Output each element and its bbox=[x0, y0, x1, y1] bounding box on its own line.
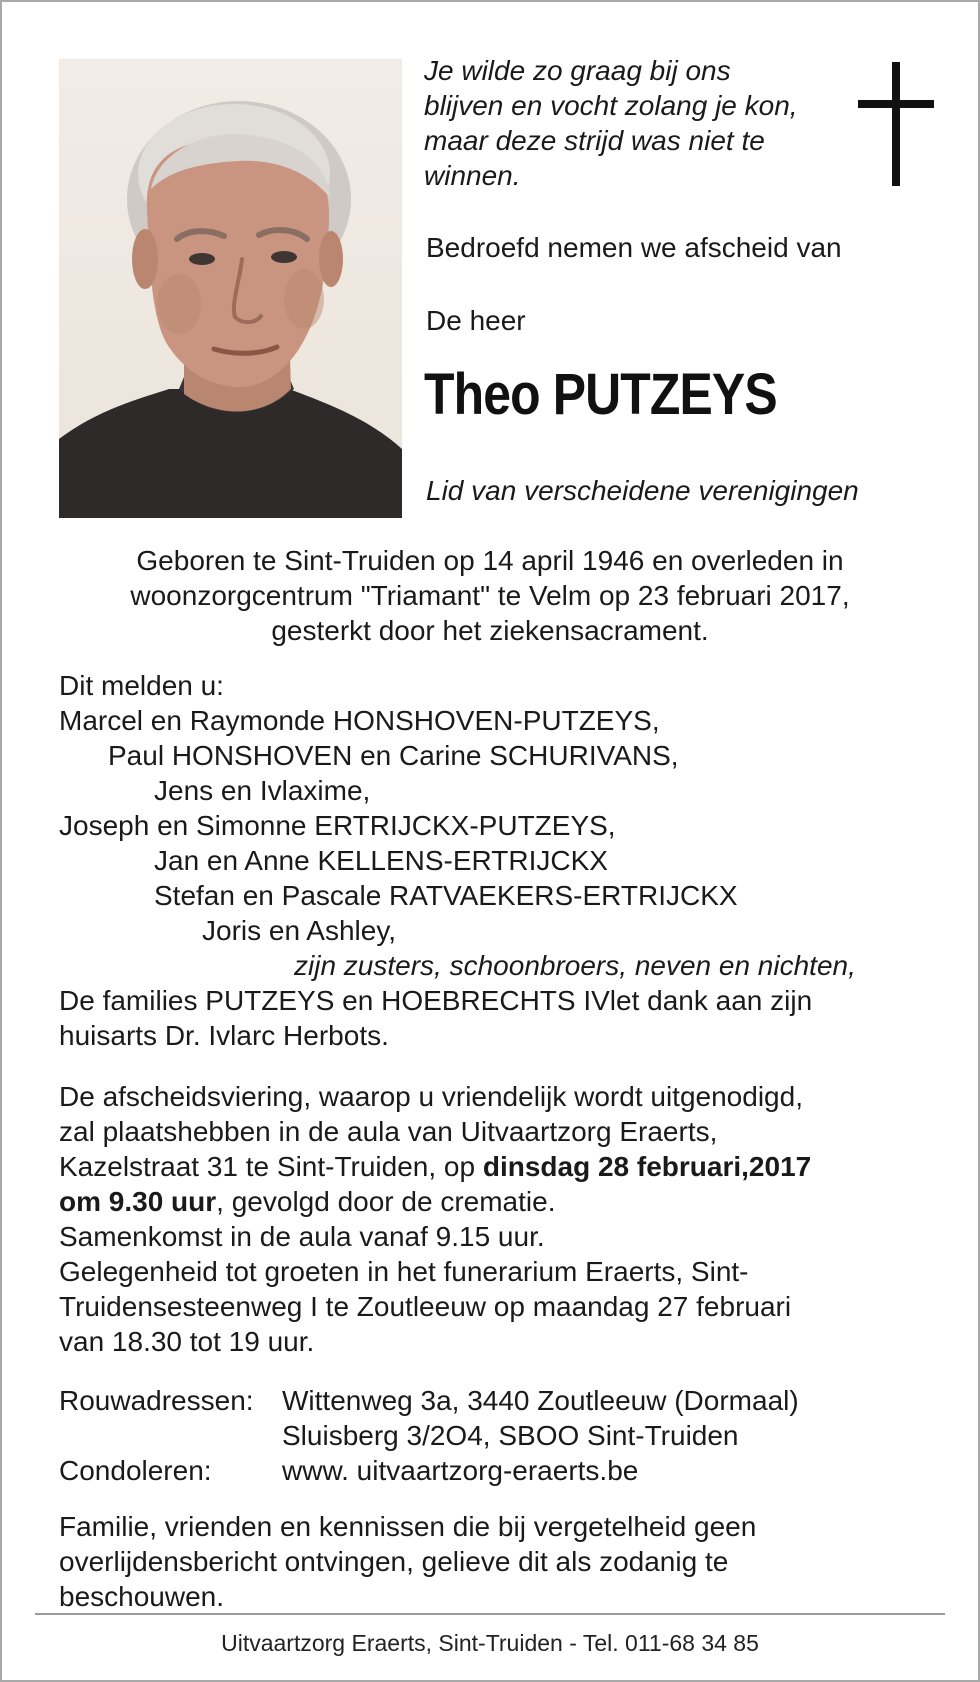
ceremony-line: De afscheidsviering, waarop u vriendelijk wordt uitgenodigd, bbox=[59, 1081, 803, 1112]
address-line: Wittenweg 3a, 3440 Zoutleeuw (Dormaal) bbox=[282, 1385, 799, 1416]
poem-line: blijven en vocht zolang je kon, bbox=[424, 90, 798, 121]
poem-line: maar deze strijd was niet te bbox=[424, 125, 765, 156]
notice-line: Familie, vrienden en kennissen die bij vergetelheid geen bbox=[59, 1511, 757, 1542]
ceremony-text: Kazelstraat 31 te Sint-Truiden, op bbox=[59, 1151, 483, 1182]
footer-divider bbox=[35, 1613, 945, 1615]
portrait-illustration bbox=[59, 59, 402, 518]
footer-text: Uitvaartzorg Eraerts, Sint-Truiden - Tel. 011-68 34 85 bbox=[221, 1630, 759, 1656]
family-line: Joris en Ashley, bbox=[202, 915, 397, 946]
address-line: Sluisberg 3/2O4, SBOO Sint-Truiden bbox=[282, 1420, 739, 1451]
family-line: Jens en Ivlaxime, bbox=[154, 775, 371, 806]
ceremony-date: dinsdag 28 februari,2017 bbox=[482, 1151, 812, 1182]
birth-line: gesterkt door het ziekensacrament. bbox=[271, 615, 709, 646]
deceased-name: Theo PUTZEYS bbox=[424, 362, 777, 427]
ceremony-line-date bbox=[59, 1149, 939, 1184]
family-list bbox=[59, 668, 939, 1053]
family-relation: zijn zusters, schoonbroers, neven en nichten, bbox=[294, 950, 856, 981]
ceremony-line: Gelegenheid tot groeten in het funerarium Eraerts, Sint- bbox=[59, 1256, 749, 1287]
ceremony-line-time bbox=[59, 1184, 939, 1219]
ceremony-line: zal plaatshebben in de aula van Uitvaartzorg Eraerts, bbox=[59, 1116, 718, 1147]
poem bbox=[424, 53, 844, 193]
salutation: De heer bbox=[426, 305, 526, 336]
notice-line: beschouwen. bbox=[59, 1581, 225, 1612]
family-line: Marcel en Raymonde HONSHOVEN-PUTZEYS, bbox=[59, 705, 660, 736]
condolence-label: Condoleren: bbox=[59, 1455, 212, 1486]
family-closing: De families PUTZEYS en HOEBRECHTS IVlet dank aan zijn bbox=[59, 985, 813, 1016]
poem-line: Je wilde zo graag bij ons bbox=[424, 55, 731, 86]
birth-line: woonzorgcentrum "Triamant" te Velm op 23 februari 2017, bbox=[130, 580, 850, 611]
address-label: Rouwadressen: bbox=[59, 1385, 254, 1416]
notice-line: overlijdensbericht ontvingen, gelieve dit als zodanig te bbox=[59, 1546, 729, 1577]
ceremony-line: Truidensesteenweg I te Zoutleeuw op maandag 27 februari bbox=[59, 1291, 792, 1322]
family-line: Joseph en Simonne ERTRIJCKX-PUTZEYS, bbox=[59, 810, 616, 841]
ceremony-info bbox=[59, 1079, 939, 1359]
family-closing: huisarts Dr. Ivlarc Herbots. bbox=[59, 1020, 389, 1051]
family-line: Stefan en Pascale RATVAEKERS-ERTRIJCKX bbox=[154, 880, 738, 911]
cross-icon bbox=[858, 62, 934, 186]
portrait-photo bbox=[59, 59, 402, 518]
family-intro: Dit melden u: bbox=[59, 670, 224, 701]
intro-text: Bedroefd nemen we afscheid van bbox=[426, 232, 842, 263]
condolence-website[interactable]: www. uitvaartzorg-eraerts.be bbox=[282, 1455, 639, 1486]
subtitle: Lid van verscheidene verenigingen bbox=[426, 475, 859, 506]
poem-line: winnen. bbox=[424, 160, 521, 191]
birth-death-info bbox=[0, 543, 980, 648]
ceremony-text: , gevolgd door de crematie. bbox=[216, 1186, 556, 1217]
birth-line: Geboren te Sint-Truiden op 14 april 1946 en overleden in bbox=[136, 545, 844, 576]
family-line: Jan en Anne KELLENS-ERTRIJCKX bbox=[154, 845, 608, 876]
family-line: Paul HONSHOVEN en Carine SCHURIVANS, bbox=[108, 740, 679, 771]
ceremony-time: om 9.30 uur bbox=[59, 1186, 217, 1217]
ceremony-line: van 18.30 tot 19 uur. bbox=[59, 1326, 315, 1357]
ceremony-line: Samenkomst in de aula vanaf 9.15 uur. bbox=[59, 1221, 545, 1252]
notice bbox=[59, 1509, 939, 1614]
